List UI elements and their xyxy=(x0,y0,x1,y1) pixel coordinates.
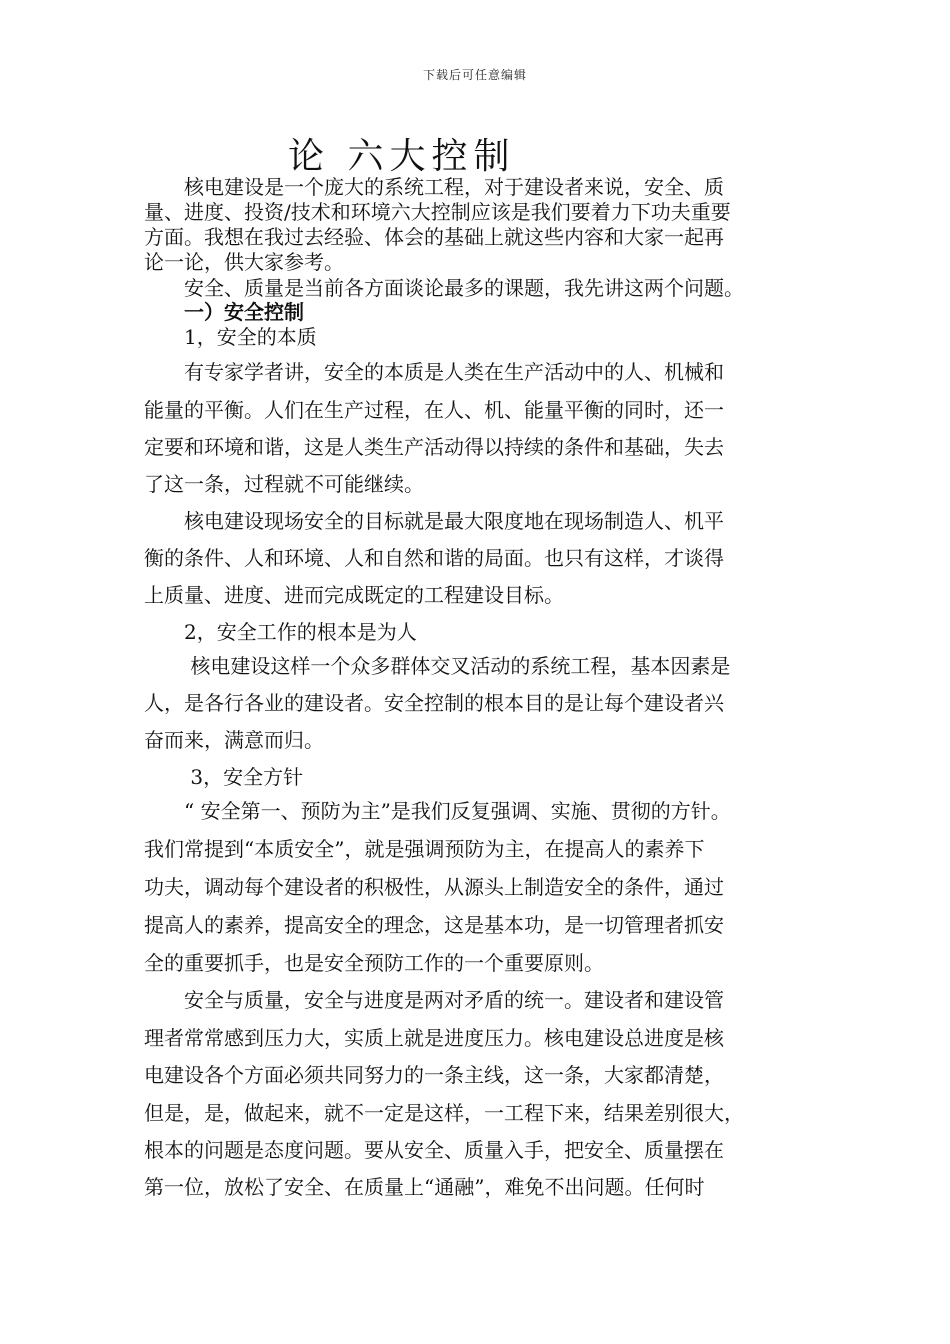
paragraph-line: 安全与质量，安全与进度是两对矛盾的统一。建设者和建设管 xyxy=(144,988,724,1012)
paragraph-line: 但是，是，做起来，就不一定是这样，一工程下来，结果差别很大， xyxy=(144,1101,744,1125)
paragraph-line: 能量的平衡。人们在生产过程，在人、机、能量平衡的同时，还一 xyxy=(144,398,724,422)
paragraph-line: 我们常提到“本质安全”，就是强调预防为主，在提高人的素养下 xyxy=(144,837,705,861)
paragraph-line: 论一论，供大家参考。 xyxy=(144,250,344,274)
paragraph-line: 理者常常感到压力大，实质上就是进度压力。核电建设总进度是核 xyxy=(144,1026,724,1050)
header-note: 下载后可任意编辑 xyxy=(422,68,527,82)
paragraph-line: 全的重要抓手，也是安全预防工作的一个重要原则。 xyxy=(144,951,604,975)
paragraph-line: 第一位，放松了安全、在质量上“通融”，难免不出问题。任何时 xyxy=(144,1175,705,1199)
paragraph-line: 安全、质量是当前各方面谈论最多的课题，我先讲这两个问题。 xyxy=(144,276,744,300)
paragraph-line: 奋而来，满意而归。 xyxy=(144,728,324,752)
paragraph-line: 根本的问题是态度问题。要从安全、质量入手，把安全、质量摆在 xyxy=(144,1138,724,1162)
paragraph-line: “ 安全第一、预防为主”是我们反复强调、实施、贯彻的方针。 xyxy=(144,799,731,823)
section-heading: 一）安全控制 xyxy=(144,300,304,324)
paragraph-line: 人，是各行各业的建设者。安全控制的根本目的是让每个建设者兴 xyxy=(144,691,724,715)
paragraph-line: 上质量、进度、进而完成既定的工程建设目标。 xyxy=(144,583,564,607)
paragraph-line: 定要和环境和谐，这是人类生产活动得以持续的条件和基础，失去 xyxy=(144,435,724,459)
paragraph-line: 功夫，调动每个建设者的积极性，从源头上制造安全的条件，通过 xyxy=(144,875,724,899)
subheading: 3，安全方针 xyxy=(144,765,304,789)
paragraph-line: 量、进度、投资/技术和环境六大控制应该是我们要着力下功夫重要 xyxy=(144,200,731,224)
paragraph-line: 提高人的素养，提高安全的理念，这是基本功，是一切管理者抓安 xyxy=(144,913,724,937)
paragraph-line: 了这一条，过程就不可能继续。 xyxy=(144,472,424,496)
subheading: 1，安全的本质 xyxy=(144,325,317,349)
paragraph-line: 核电建设这样一个众多群体交叉活动的系统工程，基本因素是 xyxy=(144,654,731,678)
paragraph-line: 方面。我想在我过去经验、体会的基础上就这些内容和大家一起再 xyxy=(144,225,724,249)
paragraph-line: 衡的条件、人和环境、人和自然和谐的局面。也只有这样，才谈得 xyxy=(144,546,724,570)
paragraph-line: 核电建设现场安全的目标就是最大限度地在现场制造人、机平 xyxy=(144,509,724,533)
subheading: 2，安全工作的根本是为人 xyxy=(144,620,417,644)
paragraph-line: 核电建设是一个庞大的系统工程，对于建设者来说，安全、质 xyxy=(144,175,724,199)
paragraph-line: 有专家学者讲，安全的本质是人类在生产活动中的人、机械和 xyxy=(144,360,724,384)
document-title: 论 六大控制 xyxy=(288,136,516,177)
paragraph-line: 电建设各个方面必须共同努力的一条主线，这一条，大家都清楚， xyxy=(144,1063,724,1087)
